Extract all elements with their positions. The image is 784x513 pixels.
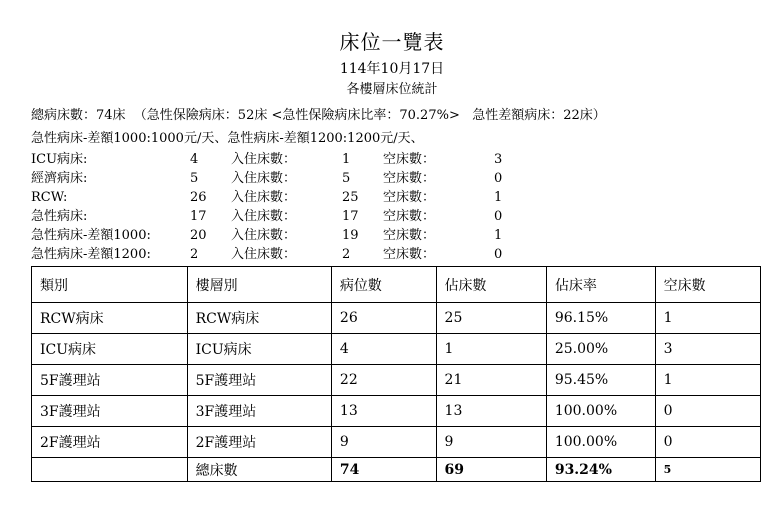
stat-empty-label: 空床數： (383, 171, 436, 186)
cell-floor: 3F護理站 (187, 396, 331, 427)
cell-category: RCW病床 (32, 303, 188, 334)
cell-empty: 0 (655, 396, 760, 427)
cell-category: ICU病床 (32, 334, 188, 365)
stat-total: 26 (190, 190, 207, 205)
stat-total: 2 (190, 247, 199, 262)
cell-empty: 1 (655, 303, 760, 334)
summary-total-line: 總病床數：74床 （急性保險病床：52床 <急性保險病床比率：70.27%> 急性差額病床：22床） (31, 108, 606, 123)
stat-total: 5 (190, 171, 199, 186)
cell-floor: RCW病床 (187, 303, 331, 334)
stat-total: 4 (190, 152, 199, 167)
summary-rate-line: 急性病床-差額1000:1000元/天、急性病床-差額1200:1200元/天、 (31, 131, 424, 146)
stat-occupied-label: 入住床數： (231, 209, 297, 224)
cell-category: 5F護理站 (32, 365, 188, 396)
stat-empty: 1 (494, 228, 503, 243)
table-total-row (32, 458, 761, 482)
stat-occupied: 2 (342, 247, 351, 262)
header-rate: 佔床率 (546, 267, 655, 303)
stat-occupied-label: 入住床數： (231, 152, 297, 167)
stat-total: 20 (190, 228, 207, 243)
stat-name: RCW: (31, 190, 68, 205)
total-category (32, 458, 188, 482)
stat-empty: 0 (494, 171, 503, 186)
stat-empty-label: 空床數： (383, 190, 436, 205)
stat-empty: 1 (494, 190, 503, 205)
cell-category: 2F護理站 (32, 427, 188, 458)
table-header-row (32, 267, 761, 303)
cell-occupied: 13 (436, 396, 546, 427)
stat-empty: 3 (494, 152, 503, 167)
header-empty: 空床數 (655, 267, 760, 303)
header-floor: 樓層別 (187, 267, 331, 303)
cell-beds: 26 (331, 303, 436, 334)
cell-empty: 1 (655, 365, 760, 396)
stat-occupied: 25 (342, 190, 359, 205)
total-rate: 93.24% (546, 458, 655, 482)
stat-occupied-label: 入住床數： (231, 190, 297, 205)
stat-empty: 0 (494, 247, 503, 262)
floor-bed-table (31, 266, 761, 482)
cell-empty: 0 (655, 427, 760, 458)
stat-empty-label: 空床數： (383, 152, 436, 167)
stat-name: 急性病床: (31, 209, 88, 224)
stat-empty-label: 空床數： (383, 228, 436, 243)
report-date: 114年10月17日 (339, 61, 445, 77)
stat-occupied: 17 (342, 209, 359, 224)
stat-occupied: 5 (342, 171, 351, 186)
cell-beds: 13 (331, 396, 436, 427)
cell-beds: 9 (331, 427, 436, 458)
table-row (32, 396, 761, 427)
stat-occupied-label: 入住床數： (231, 228, 297, 243)
header-beds: 病位數 (331, 267, 436, 303)
table-row (32, 303, 761, 334)
stat-name: 急性病床-差額1000: (31, 228, 151, 243)
cell-occupied: 9 (436, 427, 546, 458)
total-occupied: 69 (436, 458, 546, 482)
table-row (32, 365, 761, 396)
stat-name: 急性病床-差額1200: (31, 247, 151, 262)
stat-occupied-label: 入住床數： (231, 247, 297, 262)
cell-rate: 100.00% (546, 427, 655, 458)
cell-floor: 2F護理站 (187, 427, 331, 458)
stat-total: 17 (190, 209, 207, 224)
header-occupied: 佔床數 (436, 267, 546, 303)
cell-occupied: 25 (436, 303, 546, 334)
cell-rate: 25.00% (546, 334, 655, 365)
cell-beds: 4 (331, 334, 436, 365)
table-row (32, 427, 761, 458)
cell-empty: 3 (655, 334, 760, 365)
cell-occupied: 21 (436, 365, 546, 396)
stat-empty-label: 空床數： (383, 247, 436, 262)
header-category: 類別 (32, 267, 188, 303)
cell-floor: 5F護理站 (187, 365, 331, 396)
stat-occupied-label: 入住床數： (231, 171, 297, 186)
total-label: 總床數 (187, 458, 331, 482)
total-beds: 74 (331, 458, 436, 482)
page-title: 床位一覽表 (339, 30, 445, 54)
stat-empty-label: 空床數： (383, 209, 436, 224)
stat-empty: 0 (494, 209, 503, 224)
stat-occupied: 1 (342, 152, 351, 167)
cell-beds: 22 (331, 365, 436, 396)
cell-rate: 95.45% (546, 365, 655, 396)
stat-name: 經濟病床: (31, 171, 88, 186)
cell-rate: 100.00% (546, 396, 655, 427)
page-subtitle: 各樓層床位統計 (346, 82, 438, 97)
stat-name: ICU病床: (31, 152, 88, 167)
cell-category: 3F護理站 (32, 396, 188, 427)
cell-occupied: 1 (436, 334, 546, 365)
stat-occupied: 19 (342, 228, 359, 243)
cell-rate: 96.15% (546, 303, 655, 334)
table-row (32, 334, 761, 365)
cell-floor: ICU病床 (187, 334, 331, 365)
total-empty: 5 (655, 458, 760, 482)
